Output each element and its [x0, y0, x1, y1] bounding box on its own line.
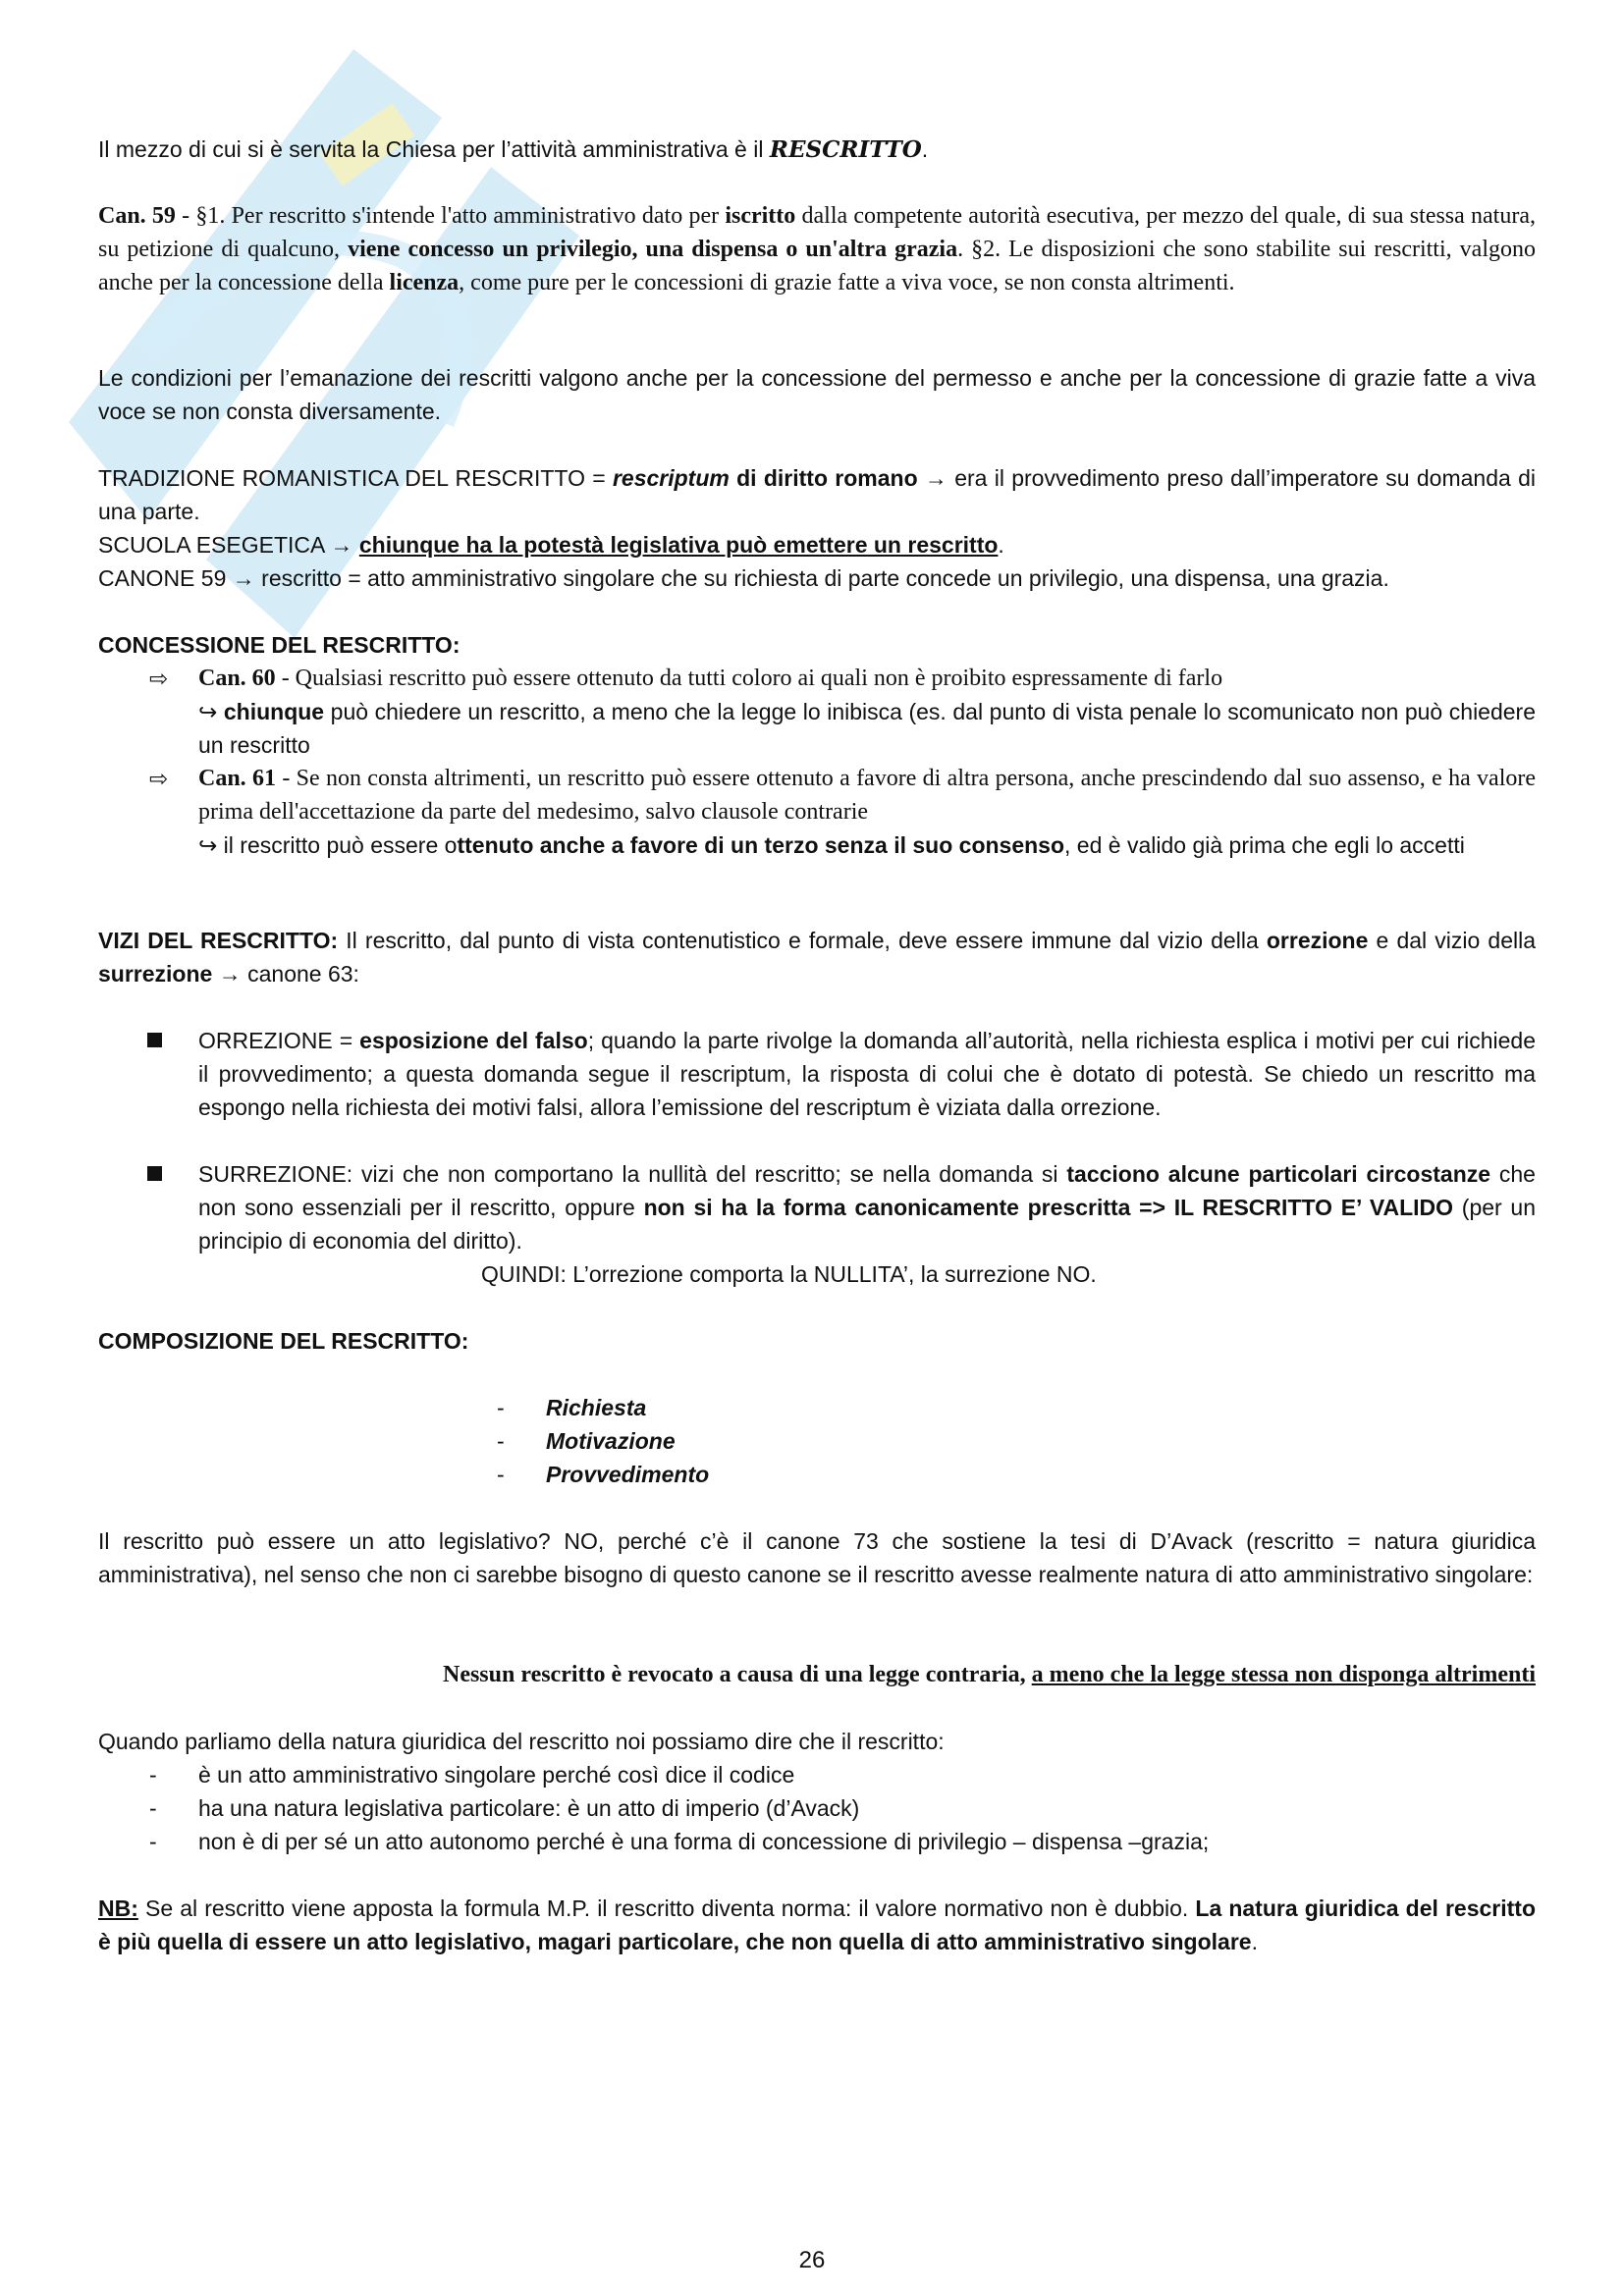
surrezione-item [98, 1157, 1536, 1291]
concessione-heading: CONCESSIONE DEL RESCRITTO: [98, 632, 460, 658]
dash-bullet: - [497, 1462, 505, 1487]
composizione-list [98, 1391, 1536, 1491]
dash-bullet: - [497, 1428, 505, 1454]
rescritto-emphasis: RESCRITTO [769, 136, 922, 163]
list-item: ⇨ Can. 61 - Se non consta altrimenti, un rescritto può essere ottenuto a favore di altra persona, anche prescindendo dal suo assenso, e ha valore prima dell'accettazione da parte del medesimo, salvo clausole contrarie ↪ il rescritto può essere ottenuto anche a favore di un terzo senza il suo consenso, ed è valido già prima che egli lo accetti [98, 762, 1536, 862]
natura-section [98, 1725, 1536, 1858]
canon-59-paragraph: Can. 59 - §1. Per rescritto s'intende l'atto amministrativo dato per iscritto dalla competente autorità esecutiva, per mezzo del quale, di sua stessa natura, su petizione di qualcuno, viene concesso un privilegio, una dispensa o un'altra grazia. §2. Le disposizioni che sono stabilite sui rescritti, valgono anche per la concessione della licenza, come pure per le concessioni di grazie fatte a viva voce, se non consta altrimenti. [98, 203, 1536, 295]
return-arrow-icon: ↪ [198, 699, 218, 724]
list-item: ⇨ Can. 60 - Qualsiasi rescritto può essere ottenuto da tutti coloro ai quali non è proibito espressamente di farlo ↪ chiunque può chiedere un rescritto, a meno che la legge lo inibisca (es. dal punto di vista penale lo scomunicato non può chiedere un rescritto [98, 662, 1536, 762]
list-item: - Motivazione [98, 1424, 1536, 1458]
square-bullet-icon [147, 1033, 162, 1047]
canon-73-quote: Nessun rescritto è revocato a causa di una legge contraria, a meno che la legge stessa non disponga altrimenti [442, 1662, 1536, 1687]
intro-paragraph: Il mezzo di cui si è servita la Chiesa per l’attività amministrativa è il RESCRITTO. [98, 136, 929, 163]
composizione-heading: COMPOSIZIONE DEL RESCRITTO: [98, 1328, 469, 1354]
tradizione-paragraph: TRADIZIONE ROMANISTICA DEL RESCRITTO = rescriptum di diritto romano → era il provvedimento preso dall’imperatore su domanda di una parte. [98, 465, 1536, 524]
natura-lead: Quando parliamo della natura giuridica del rescritto noi possiamo dire che il rescritto: [98, 1729, 945, 1754]
square-bullet-icon [147, 1166, 162, 1181]
arrow-right-icon: ⇨ [149, 666, 169, 691]
conditions-paragraph: Le condizioni per l’emanazione dei rescritti valgono anche per la concessione del permesso e anche per la concessione di grazie fatte a viva voce se non consta diversamente. [98, 365, 1536, 424]
concessione-list [98, 662, 1536, 862]
list-item: ORREZIONE = esposizione del falso; quando la parte rivolge la domanda all’autorità, nella richiesta esplica i motivi per cui richiede il provvedimento; a questa domanda segue il rescriptum, la risposta di colui che è dotato di potestà. Se chiedo un rescritto ma espongo nella richiesta dei motivi falsi, allora l’emissione del rescriptum è viziata dalla orrezione. [98, 1024, 1536, 1124]
list-item: - non è di per sé un atto autonomo perché è una forma di concessione di privilegio – dispensa –grazia; [98, 1825, 1536, 1858]
dash-bullet: - [149, 1795, 157, 1821]
dash-bullet: - [149, 1829, 157, 1854]
vizi-paragraph: VIZI DEL RESCRITTO: Il rescritto, dal punto di vista contenutistico e formale, deve essere immune dal vizio della orrezione e dal vizio della surrezione → canone 63: [98, 928, 1537, 987]
list-item: SURREZIONE: vizi che non comportano la nullità del rescritto; se nella domanda si tacciono alcune particolari circostanze che non sono essenziali per il rescritto, oppure non si ha la forma canonicamente prescritta => IL RESCRITTO E’ VALIDO (per un principio di economia del diritto). [98, 1157, 1536, 1257]
canone-59-line: CANONE 59 → rescritto = atto amministrativo singolare che su richiesta di parte concede un privilegio, una dispensa, una grazia. [98, 565, 1389, 591]
list-item: - Richiesta [98, 1391, 1536, 1424]
nb-paragraph: NB: Se al rescritto viene apposta la formula M.P. il rescritto diventa norma: il valore normativo non è dubbio. La natura giuridica del rescritto è più quella di essere un atto legislativo, magari particolare, che non quella di atto amministrativo singolare. [98, 1896, 1536, 1954]
dash-bullet: - [497, 1395, 505, 1420]
dash-bullet: - [149, 1762, 157, 1788]
return-arrow-icon: ↪ [198, 832, 218, 858]
page-number: 26 [798, 2247, 826, 2273]
list-item: - ha una natura legislativa particolare: è un atto di imperio (d’Avack) [98, 1791, 1536, 1825]
orrezione-item [98, 1024, 1536, 1124]
scuola-esegetica-line: SCUOLA ESEGETICA → chiunque ha la potestà legislativa può emettere un rescritto. [98, 532, 1004, 558]
arrow-right-icon: ⇨ [149, 766, 169, 791]
list-item: - è un atto amministrativo singolare perché così dice il codice [98, 1758, 1536, 1791]
list-item: - Provvedimento [98, 1458, 1536, 1491]
quindi-line: QUINDI: L’orrezione comporta la NULLITA’, la surrezione NO. [481, 1261, 1097, 1287]
legislativo-paragraph: Il rescritto può essere un atto legislativo? NO, perché c’è il canone 73 che sostiene la tesi di D’Avack (rescritto = natura giuridica amministrativa), nel senso che non ci sarebbe bisogno di questo canone se il rescritto avesse realmente natura di atto amministrativo singolare: [98, 1528, 1536, 1587]
